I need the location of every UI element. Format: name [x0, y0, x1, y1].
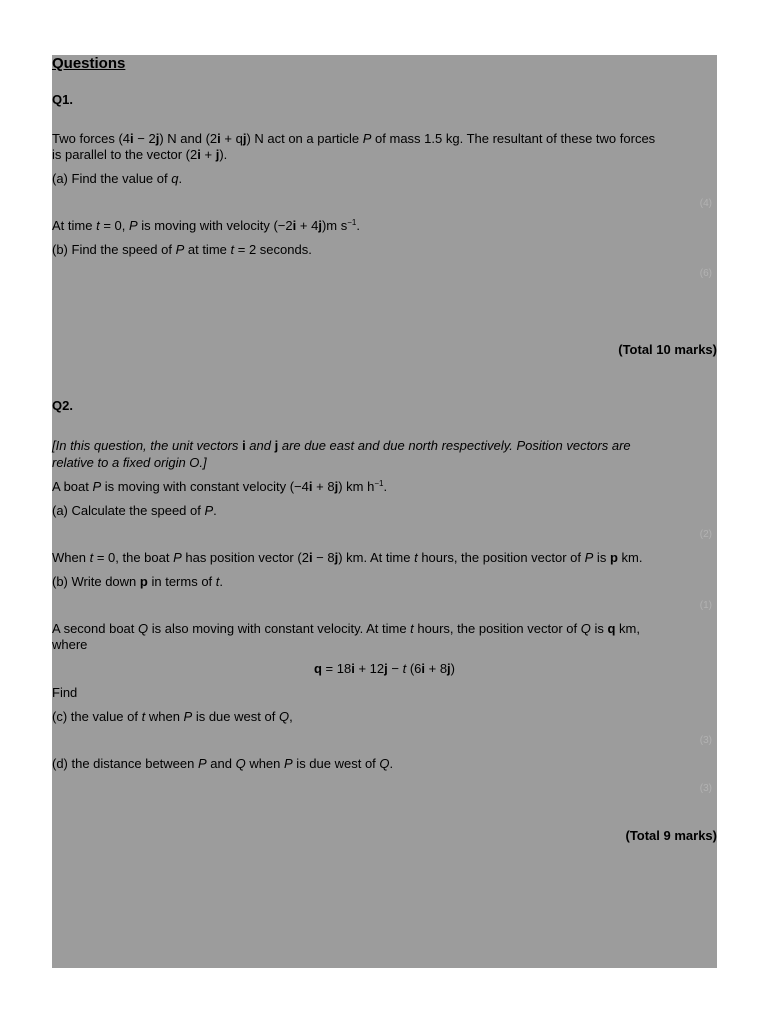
question-2-label: Q2.	[52, 398, 73, 413]
q1-part-b-marks: (6)	[699, 268, 712, 279]
q2-part-d: (d) the distance between P and Q when P is due west of Q.	[52, 756, 394, 771]
q1-intro-line-1: Two forces (4i − 2j) N and (2i + qj) N act on a particle P of mass 1.5 kg. The resultant of these two forces	[52, 131, 656, 146]
q2-part-b: (b) Write down p in terms of t.	[52, 574, 224, 589]
q2-part-c: (c) the value of t when P is due west of Q,	[52, 709, 293, 724]
q2-second-boat-line-1: A second boat Q is also moving with constant velocity. At time t hours, the position vector of Q is q km,	[52, 621, 640, 636]
q2-find-label: Find	[52, 685, 78, 700]
q2-part-b-marks: (1)	[699, 600, 712, 611]
q2-note-line-2: relative to a fixed origin O.]	[52, 455, 207, 470]
q2-total-marks: (Total 9 marks)	[625, 828, 717, 843]
q2-part-d-marks: (3)	[699, 783, 712, 794]
question-1-label: Q1.	[52, 92, 73, 107]
q1-part-b: (b) Find the speed of P at time t = 2 seconds.	[52, 242, 312, 257]
q2-boat-velocity: A boat P is moving with constant velocity (−4i + 8j) km $h^{-1}$.	[52, 479, 388, 494]
q1-part-a-marks: (4)	[699, 198, 712, 209]
q2-note-line-1: [In this question, the unit vectors i and j are due east and due north respectively. Position vectors are	[52, 438, 631, 453]
q1-given-velocity: At time t = 0, P is moving with velocity (−2i + 4j)m $s^{-1}$.	[52, 218, 360, 233]
q1-intro-line-2: is parallel to the vector (2i + j).	[52, 147, 228, 162]
q1-part-a: (a) Find the value of q.	[52, 171, 183, 186]
q2-part-c-marks: (3)	[699, 735, 712, 746]
q2-position-vector: When t = 0, the boat P has position vector (2i − 8j) km. At time t hours, the position vector of P is p km.	[52, 550, 643, 565]
q1-total-marks: (Total 10 marks)	[618, 342, 717, 357]
q2-part-a: (a) Calculate the speed of P.	[52, 503, 217, 518]
q2-part-a-marks: (2)	[699, 529, 712, 540]
page-title: Questions	[52, 55, 126, 72]
q2-position-equation: q = 18i + 12j − t (6i + 8j)	[313, 661, 456, 676]
q2-second-boat-line-2: where	[52, 637, 88, 652]
